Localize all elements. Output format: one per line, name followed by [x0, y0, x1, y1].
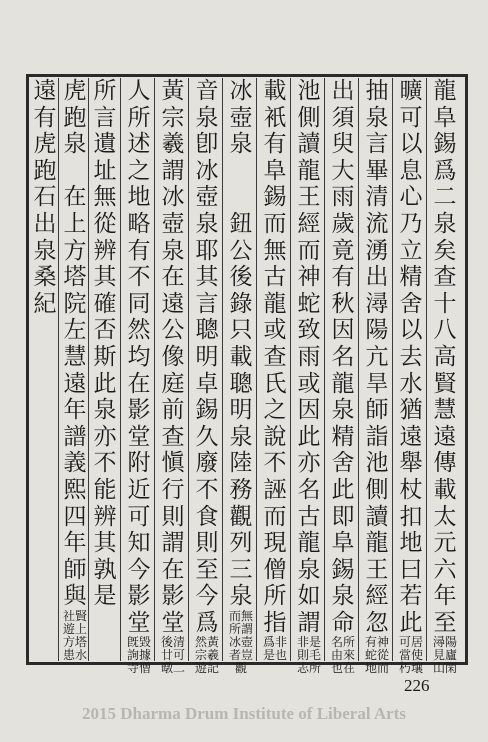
glyph: 命: [331, 609, 355, 636]
glyph: 精: [331, 423, 355, 450]
glyph: 其: [93, 264, 117, 291]
glyph: 不: [263, 450, 287, 477]
column-rule: [392, 78, 393, 661]
glyph: 因: [331, 317, 355, 344]
glyph: 查: [433, 264, 457, 291]
glyph: 爲: [195, 609, 219, 636]
glyph: 至: [433, 609, 457, 636]
glyph: 阜: [433, 104, 457, 131]
glyph: 卽: [195, 131, 219, 158]
glyph: 阜: [331, 530, 355, 557]
glyph: 陽: [365, 317, 389, 344]
glyph: 泉: [365, 104, 389, 131]
glyph: 義: [63, 450, 87, 477]
glyph: 致: [297, 317, 321, 344]
glyph: 至: [195, 556, 219, 583]
glyph: 列: [229, 530, 253, 557]
glyph: 上: [63, 210, 87, 237]
glyph: 古: [263, 264, 287, 291]
glyph: 耶: [195, 237, 219, 264]
glyph: 查: [263, 343, 287, 370]
glyph: 指: [263, 609, 287, 636]
glyph: 僧: [263, 556, 287, 583]
glyph: 曰: [399, 556, 423, 583]
glyph: 錫: [433, 131, 457, 158]
glyph: 略: [127, 210, 151, 237]
text-column-6: [260, 78, 290, 663]
glyph: 宗: [161, 104, 185, 131]
glyph: 二: [433, 184, 457, 211]
glyph: 立: [399, 237, 423, 264]
glyph: 堂: [127, 609, 151, 636]
glyph: 泉: [195, 210, 219, 237]
glyph: 孰: [93, 556, 117, 583]
glyph: 雨: [331, 184, 355, 211]
glyph: 聰: [195, 317, 219, 344]
glyph: 則: [195, 530, 219, 557]
column-rule: [358, 78, 359, 661]
glyph: 賢: [433, 370, 457, 397]
glyph: 現: [263, 530, 287, 557]
glyph: 不: [93, 450, 117, 477]
glyph: 在: [63, 184, 87, 211]
glyph: 亦: [93, 423, 117, 450]
glyph: 觀: [229, 503, 253, 530]
glyph: 泉: [331, 397, 355, 424]
glyph: 羲: [161, 131, 185, 158]
glyph: 蛇: [297, 290, 321, 317]
text-column-13: [30, 78, 60, 658]
glyph: 而: [263, 503, 287, 530]
glyph: 泉: [195, 104, 219, 131]
glyph: 出: [33, 210, 57, 237]
glyph: 龍: [263, 290, 287, 317]
glyph: 此: [93, 370, 117, 397]
glyph: 池: [297, 78, 321, 104]
glyph: 所: [93, 78, 117, 104]
glyph: 言: [365, 131, 389, 158]
glyph: 前: [161, 397, 185, 424]
glyph: 之: [263, 397, 287, 424]
glyph: 近: [127, 476, 151, 503]
glyph: 能: [93, 476, 117, 503]
glyph: 載: [229, 343, 253, 370]
glyph: 與: [63, 583, 87, 610]
glyph: 此: [297, 423, 321, 450]
glyph: 畢: [365, 157, 389, 184]
glyph: 譜: [63, 423, 87, 450]
glyph: 高: [433, 343, 457, 370]
column-rule: [120, 78, 121, 661]
glyph: 此: [399, 609, 423, 636]
glyph: 出: [331, 78, 355, 104]
glyph: 均: [127, 343, 151, 370]
glyph: 慧: [63, 343, 87, 370]
glyph: 泉: [93, 397, 117, 424]
glyph: 冰: [229, 78, 253, 104]
glyph: 阜: [263, 157, 287, 184]
glyph: 知: [127, 530, 151, 557]
glyph: 堂: [161, 609, 185, 636]
glyph: 載: [263, 78, 287, 104]
glyph: 壺: [195, 184, 219, 211]
glyph: 後清廿可暾二: [160, 635, 185, 676]
glyph: 影: [161, 583, 185, 610]
glyph: 公: [161, 317, 185, 344]
glyph: 四: [63, 503, 87, 530]
glyph: 則: [161, 503, 185, 530]
column-rule: [324, 78, 325, 661]
glyph: 氏: [263, 370, 287, 397]
text-column-10: [124, 78, 154, 676]
glyph: 後: [229, 264, 253, 291]
glyph: 泉: [433, 210, 457, 237]
glyph: 讀: [297, 131, 321, 158]
glyph: 非是則毛志所: [296, 635, 321, 676]
glyph: 以: [399, 131, 423, 158]
glyph: 辨: [93, 503, 117, 530]
glyph: 泉: [63, 131, 87, 158]
glyph: 龍: [297, 530, 321, 557]
glyph: 太: [433, 503, 457, 530]
glyph: 出: [365, 264, 389, 291]
glyph: 泉: [229, 423, 253, 450]
glyph: 猶: [399, 397, 423, 424]
glyph: 龍: [331, 370, 355, 397]
glyph: 庭: [161, 370, 185, 397]
glyph: 然黃宗羲遊記: [194, 635, 219, 676]
glyph: 可居當使朽壤: [398, 635, 423, 676]
glyph: 名: [297, 476, 321, 503]
glyph: 明: [195, 343, 219, 370]
glyph: 經: [365, 583, 389, 610]
glyph: 即: [331, 503, 355, 530]
glyph: 鈕: [229, 210, 253, 237]
glyph: 只: [229, 317, 253, 344]
text-column-2: [396, 78, 426, 676]
glyph: 像: [161, 343, 185, 370]
glyph: 臾: [331, 131, 355, 158]
glyph: 矣: [433, 237, 457, 264]
glyph: 食: [195, 503, 219, 530]
glyph: 久: [195, 423, 219, 450]
glyph: 影: [127, 397, 151, 424]
glyph: 年: [63, 397, 87, 424]
glyph: 謂: [297, 609, 321, 636]
glyph: 泉: [161, 237, 185, 264]
glyph: 石: [33, 184, 57, 211]
glyph: 在: [161, 264, 185, 291]
glyph: 在: [127, 370, 151, 397]
glyph: 然: [127, 317, 151, 344]
glyph: 而: [297, 237, 321, 264]
glyph: 而: [263, 210, 287, 237]
glyph: 曠: [399, 78, 423, 104]
glyph: 紀: [33, 290, 57, 317]
glyph: 乃: [399, 210, 423, 237]
glyph: 王: [365, 556, 389, 583]
glyph: 遠: [33, 78, 57, 104]
glyph: 舉: [399, 450, 423, 477]
glyph: 傳: [433, 450, 457, 477]
glyph: 冰: [195, 157, 219, 184]
glyph: 名: [331, 343, 355, 370]
glyph: 潯: [365, 290, 389, 317]
glyph: 堂: [127, 423, 151, 450]
glyph: 杖: [399, 476, 423, 503]
glyph: 旣毀詢據寺僧: [126, 635, 151, 676]
glyph: 湧: [365, 237, 389, 264]
glyph: 明: [229, 397, 253, 424]
glyph: 舍: [399, 290, 423, 317]
glyph: 亢: [365, 343, 389, 370]
text-column-3: [362, 78, 392, 676]
glyph: 龍: [365, 530, 389, 557]
glyph: 名所由來也在: [330, 635, 355, 676]
glyph: 亦: [297, 450, 321, 477]
column-rule: [222, 78, 223, 661]
glyph: 爲非是也: [262, 635, 287, 663]
glyph: 師: [365, 397, 389, 424]
glyph: 水: [399, 370, 423, 397]
glyph: 詣: [365, 423, 389, 450]
glyph: 陸: [229, 450, 253, 477]
glyph: 之: [127, 157, 151, 184]
glyph: 錄: [229, 290, 253, 317]
text-column-9: [158, 78, 188, 676]
glyph: 泉: [331, 583, 355, 610]
glyph: 有神蛇從地而: [364, 635, 389, 676]
glyph: 說: [263, 423, 287, 450]
glyph: 是: [93, 583, 117, 610]
glyph: 旱: [365, 370, 389, 397]
glyph: 須: [331, 104, 355, 131]
glyph: 所: [127, 104, 151, 131]
text-column-5: [294, 78, 324, 676]
glyph: 有: [127, 237, 151, 264]
glyph: 慧: [433, 397, 457, 424]
glyph: [64, 158, 87, 185]
column-rule: [188, 78, 189, 661]
glyph: 人: [127, 78, 151, 104]
glyph: 謂: [161, 530, 185, 557]
glyph: 跑: [33, 157, 57, 184]
column-rule: [154, 78, 155, 661]
glyph: 泉: [33, 237, 57, 264]
glyph: 同: [127, 290, 151, 317]
glyph: 熙: [63, 476, 87, 503]
glyph: 三: [229, 556, 253, 583]
glyph: 泉: [229, 131, 253, 158]
glyph: 年: [63, 530, 87, 557]
glyph: 務: [229, 476, 253, 503]
glyph: 音: [195, 78, 219, 104]
text-column-7: [226, 78, 256, 675]
glyph: 愼: [161, 450, 185, 477]
glyph: 其: [195, 264, 219, 291]
glyph: 遠: [433, 423, 457, 450]
glyph: 衹: [263, 104, 287, 131]
glyph: 或: [297, 370, 321, 397]
glyph: 遠: [63, 370, 87, 397]
glyph: 方: [63, 237, 87, 264]
glyph: 龍: [297, 157, 321, 184]
glyph: 古: [297, 503, 321, 530]
glyph: 因: [297, 397, 321, 424]
glyph: 其: [93, 530, 117, 557]
glyph: 虎: [33, 131, 57, 158]
glyph: 息: [399, 157, 423, 184]
column-rule: [256, 78, 257, 661]
glyph: 舍: [331, 450, 355, 477]
glyph: 竟: [331, 237, 355, 264]
glyph: 讀: [365, 503, 389, 530]
glyph: 載: [433, 476, 457, 503]
glyph: 清: [365, 184, 389, 211]
column-rule: [426, 78, 427, 661]
text-column-4: [328, 78, 358, 676]
glyph: 斯: [93, 343, 117, 370]
glyph: 社賢遊上方塔患水: [62, 608, 87, 662]
glyph: 地: [399, 530, 423, 557]
glyph: 塔: [63, 264, 87, 291]
glyph: 遺: [93, 131, 117, 158]
text-column-1: [430, 78, 460, 676]
glyph: 潯陽見廬山閑: [432, 635, 457, 676]
glyph: 錫: [263, 184, 287, 211]
glyph: 附: [127, 450, 151, 477]
glyph: 歲: [331, 210, 355, 237]
glyph: 地: [127, 184, 151, 211]
glyph: 從: [93, 210, 117, 237]
glyph: 扣: [399, 503, 423, 530]
glyph: 院: [63, 290, 87, 317]
column-rule: [88, 78, 89, 661]
glyph: 不: [195, 476, 219, 503]
glyph: 側: [365, 476, 389, 503]
glyph: 泉: [229, 583, 253, 610]
glyph: 元: [433, 530, 457, 557]
glyph: 神: [297, 264, 321, 291]
glyph: 經: [297, 210, 321, 237]
glyph: 可: [399, 104, 423, 131]
glyph: 王: [297, 184, 321, 211]
glyph: 冰: [161, 184, 185, 211]
glyph: 大: [331, 157, 355, 184]
glyph: 今: [195, 583, 219, 610]
glyph: 而無所謂冰壺者豈觀: [228, 608, 253, 675]
glyph: 壺: [229, 104, 253, 131]
glyph: 六: [433, 556, 457, 583]
glyph: 如: [297, 583, 321, 610]
glyph: 去: [399, 343, 423, 370]
glyph: 錫: [195, 397, 219, 424]
glyph: 遠: [399, 423, 423, 450]
glyph: 桑: [33, 264, 57, 291]
glyph: 虎: [63, 78, 87, 104]
watermark: 2015 Dharma Drum Institute of Liberal Arts: [82, 704, 406, 723]
glyph: 無: [93, 184, 117, 211]
glyph: 泉: [297, 556, 321, 583]
text-column-12: [60, 78, 90, 662]
glyph: 流: [365, 210, 389, 237]
glyph: 無: [263, 237, 287, 264]
glyph: 廢: [195, 450, 219, 477]
glyph: 雨: [297, 343, 321, 370]
glyph: [230, 184, 253, 211]
glyph: 可: [127, 503, 151, 530]
glyph: 或: [263, 317, 287, 344]
glyph: 精: [399, 264, 423, 291]
glyph: 所: [263, 583, 287, 610]
glyph: 謂: [161, 157, 185, 184]
glyph: 師: [63, 556, 87, 583]
text-column-8: [192, 78, 222, 676]
glyph: 遠: [161, 290, 185, 317]
glyph: 池: [365, 450, 389, 477]
glyph: 十: [433, 290, 457, 317]
glyph: 錫: [331, 556, 355, 583]
glyph: 壺: [161, 210, 185, 237]
glyph: 言: [195, 290, 219, 317]
glyph: 左: [63, 317, 87, 344]
glyph: 此: [331, 476, 355, 503]
glyph: 有: [331, 264, 355, 291]
glyph: 八: [433, 317, 457, 344]
glyph: 確: [93, 290, 117, 317]
glyph: 有: [33, 104, 57, 131]
glyph: 以: [399, 317, 423, 344]
glyph: [230, 158, 253, 185]
glyph: 忽: [365, 609, 389, 636]
glyph: 爲: [433, 157, 457, 184]
glyph: 若: [399, 583, 423, 610]
glyph: 誣: [263, 476, 287, 503]
glyph: 言: [93, 104, 117, 131]
glyph: 影: [127, 583, 151, 610]
page-number: 226: [404, 676, 430, 695]
glyph: 秋: [331, 290, 355, 317]
glyph: 心: [399, 184, 423, 211]
glyph: 今: [127, 556, 151, 583]
column-rule: [290, 78, 291, 661]
glyph: 跑: [63, 104, 87, 131]
glyph: 不: [127, 264, 151, 291]
glyph: 址: [93, 157, 117, 184]
glyph: 年: [433, 583, 457, 610]
glyph: 有: [263, 131, 287, 158]
glyph: 卓: [195, 370, 219, 397]
glyph: 側: [297, 104, 321, 131]
glyph: 辨: [93, 237, 117, 264]
glyph: 述: [127, 131, 151, 158]
glyph: 黃: [161, 78, 185, 104]
glyph: 查: [161, 423, 185, 450]
glyph: 在: [161, 556, 185, 583]
column-rule: [58, 78, 59, 661]
glyph: 否: [93, 317, 117, 344]
glyph: 抽: [365, 78, 389, 104]
glyph: 公: [229, 237, 253, 264]
glyph: 龍: [433, 78, 457, 104]
glyph: 行: [161, 476, 185, 503]
glyph: 聰: [229, 370, 253, 397]
